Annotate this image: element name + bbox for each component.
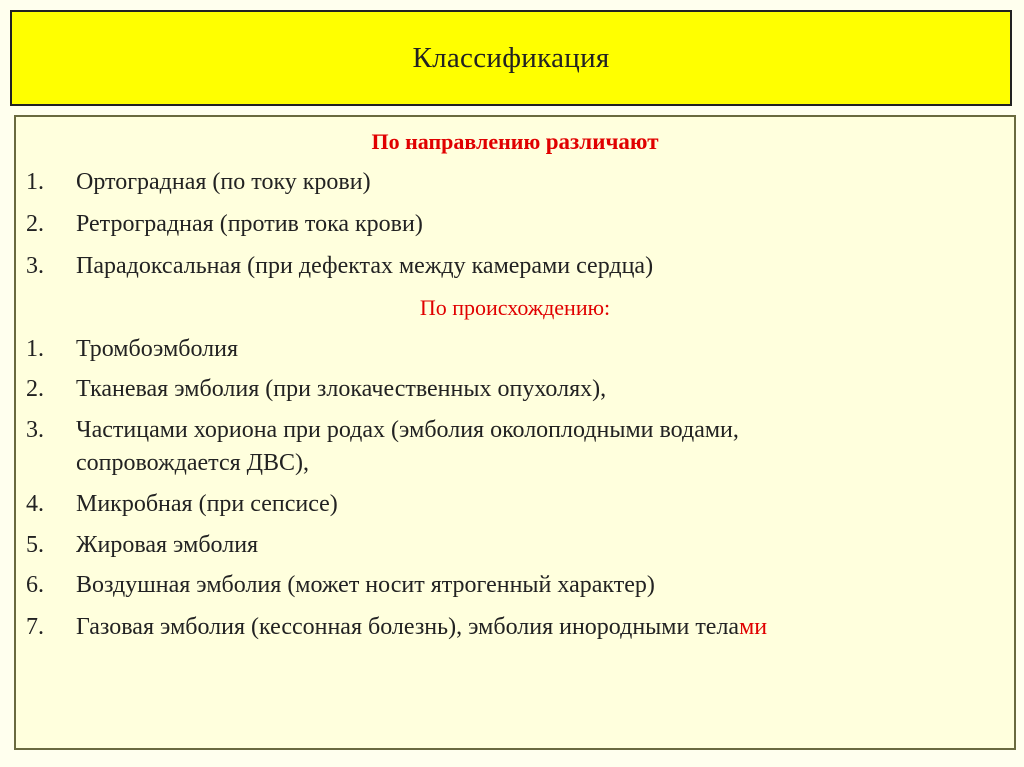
list-item-text: Ретроградная (против тока крови) <box>76 211 423 237</box>
list-item <box>26 333 986 366</box>
title-banner <box>10 10 1012 106</box>
list-item-number: 7. <box>26 614 44 640</box>
section-heading-direction-part1: По направлению <box>371 129 541 154</box>
list-item-text: Частицами хориона при родах (эмболия околоплодными водами, сопровождается ДВС), <box>76 417 739 476</box>
list-item-number: 4. <box>26 491 44 517</box>
content-panel <box>14 115 1016 750</box>
section-heading-direction-part2: различают <box>545 129 659 154</box>
list-item <box>26 373 986 406</box>
list-item-number: 6. <box>26 572 44 598</box>
list-item-text: Тканевая эмболия (при злокачественных опухолях), <box>76 376 607 402</box>
list-item <box>26 529 986 562</box>
list-item-text: Тромбоэмболия <box>76 336 239 362</box>
section-heading-origin: По происхождению: <box>419 295 611 320</box>
list-item-number: 3. <box>26 253 44 279</box>
list-item-number: 5. <box>26 532 44 558</box>
list-item-number: 1. <box>26 336 44 362</box>
list-item-text: Воздушная эмболия (может носит ятрогенный характер) <box>76 572 655 598</box>
page-title: Классификация <box>412 41 610 74</box>
list-item-number: 2. <box>26 376 44 402</box>
list-item-number: 3. <box>26 417 44 443</box>
list-item-text <box>76 611 986 644</box>
list-item <box>26 569 986 602</box>
list-item-text: Микробная (при сепсисе) <box>76 491 338 517</box>
list-item <box>26 611 986 644</box>
list-item <box>26 208 986 241</box>
list-item-text: Ортоградная (по току крови) <box>76 169 371 195</box>
list-item <box>26 488 986 521</box>
list-item-number: 1. <box>26 169 44 195</box>
list-item-text-main: Газовая эмболия (кессонная болезнь), эмболия инородными тела <box>76 614 740 640</box>
list-item-text: Жировая эмболия <box>76 532 259 558</box>
list-item-text: Парадоксальная (при дефектах между камерами сердца) <box>76 253 654 279</box>
list-item-number: 2. <box>26 211 44 237</box>
list-item <box>26 414 886 480</box>
list-item <box>26 166 986 199</box>
section-heading-direction <box>16 129 1014 155</box>
list-item-text-tail: ми <box>739 614 768 640</box>
list-item <box>26 250 986 283</box>
